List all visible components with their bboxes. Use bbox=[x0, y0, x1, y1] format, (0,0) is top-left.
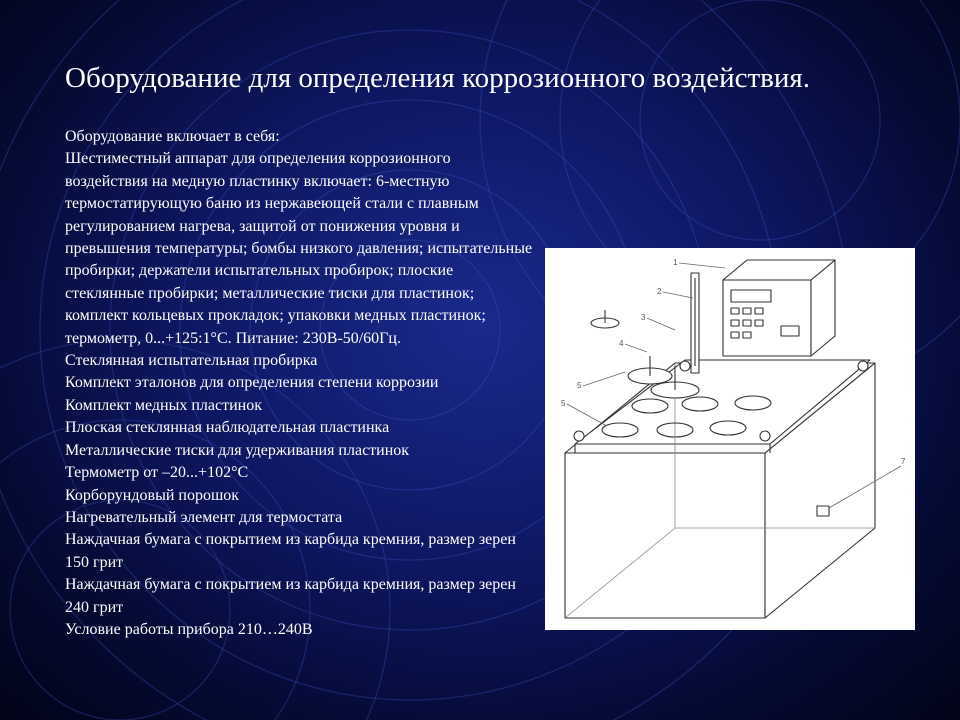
equipment-item: Металлические тиски для удерживания пластинок bbox=[65, 441, 410, 459]
equipment-item: Нагревательный элемент для термостата bbox=[65, 508, 343, 526]
apparatus-drawing bbox=[545, 248, 915, 630]
equipment-item: Наждачная бумага с покрытием из карбида кремния, размер зерен 240 грит bbox=[65, 576, 516, 616]
equipment-item: Термометр от –20...+102°С bbox=[65, 464, 249, 482]
equipment-item: Корборундовый порошок bbox=[65, 486, 240, 504]
callout-label: 7 bbox=[901, 457, 906, 466]
equipment-item: Стеклянная испытательная пробирка bbox=[65, 352, 318, 370]
equipment-item: Плоская стеклянная наблюдательная пластинка bbox=[65, 419, 390, 437]
equipment-item: Наждачная бумага с покрытием из карбида кремния, размер зерен 150 грит bbox=[65, 531, 516, 571]
callout-label: 5 bbox=[561, 399, 566, 408]
main-paragraph: Шестиместный аппарат для определения коррозионного воздействия на медную пластинку включает: 6-местную термостатирующую баню из нержавеющей стали с плавным регулированием нагрева, защитой от понижения уровня и превышения температуры; бомбы низкого давления; испытательные пробирки; держатели испытательных пробирок; плоские стеклянные пробирки; металлические тиски для пластинок; комплект кольцевых прокладок; упаковки медных пластинок; термометр, 0...+125:1°С. Питание: 230В-50/60Гц. bbox=[65, 150, 533, 347]
equipment-item: Условие работы прибора 210…240В bbox=[65, 620, 313, 638]
callout-label: 4 bbox=[619, 339, 624, 348]
intro-text: Оборудование включает в себя: bbox=[65, 128, 280, 145]
callout-label: 5 bbox=[577, 381, 582, 390]
equipment-item: Комплект медных пластинок bbox=[65, 396, 263, 414]
callout-label: 3 bbox=[641, 313, 646, 322]
equipment-item: Комплект эталонов для определения степени коррозии bbox=[65, 374, 439, 392]
callout-label: 1 bbox=[673, 258, 678, 267]
slide-title: Оборудование для определения коррозионного воздействия. bbox=[65, 62, 810, 94]
callout-label: 2 bbox=[657, 287, 662, 296]
slide-content bbox=[65, 126, 535, 641]
apparatus-figure bbox=[545, 248, 915, 630]
